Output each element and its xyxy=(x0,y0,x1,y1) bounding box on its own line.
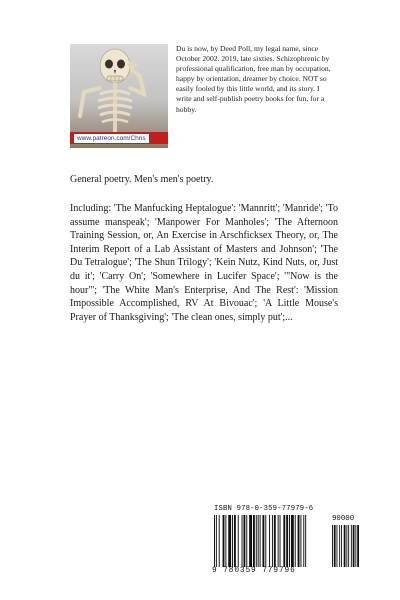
barcode-bar xyxy=(346,525,347,567)
barcode-bar xyxy=(225,515,226,567)
author-photo xyxy=(70,44,168,148)
barcode-bar xyxy=(246,515,247,567)
barcode-bar xyxy=(232,515,233,567)
barcode-bar xyxy=(238,515,239,567)
barcode-bar xyxy=(353,525,355,567)
barcode-bar xyxy=(262,515,264,567)
barcode-bar xyxy=(339,525,340,567)
barcode-bar xyxy=(303,515,304,567)
barcode-bar xyxy=(223,515,225,567)
barcode-bar xyxy=(274,515,276,567)
barcode-bar xyxy=(260,515,261,567)
barcode-bar xyxy=(348,525,349,567)
barcode-bar xyxy=(300,515,301,567)
patreon-banner xyxy=(70,132,168,144)
barcode-bar xyxy=(334,525,336,567)
barcode-bar xyxy=(289,515,290,567)
ean-bars xyxy=(214,515,328,567)
barcode-bar xyxy=(234,515,236,567)
barcode-bar xyxy=(278,515,279,567)
barcode-bar xyxy=(355,525,356,567)
barcode-bar xyxy=(357,525,359,567)
ean-digits: 9 780359 779796 xyxy=(212,567,296,575)
barcode-bar xyxy=(341,525,342,567)
barcode-bar xyxy=(332,525,333,567)
isbn-label: ISBN 978-0-359-77979-6 xyxy=(214,505,314,513)
book-tagline: General poetry. Men's men's poetry. xyxy=(70,174,214,185)
price-code: 90000 xyxy=(332,515,355,523)
patreon-url: www.patreon.com/Chris xyxy=(74,134,149,143)
barcode-bar xyxy=(337,525,338,567)
barcode-bar xyxy=(256,515,257,567)
barcode-bar xyxy=(269,515,270,567)
isbn-barcode xyxy=(210,503,370,579)
barcode-bar xyxy=(298,515,300,567)
author-bio: Du is now, by Deed Poll, my legal name, since October 2002. 2019, late sixties. Schizophrenic by professional qualification, free man by occupation, happy by orientation, dreamer by choice. NOT so easily fooled by this little world, and its story. I write and self-publish poetry books for fun, for a hobby. xyxy=(176,44,331,114)
barcode-bar xyxy=(258,515,259,567)
barcode-bar xyxy=(214,515,215,567)
barcode-bar xyxy=(283,515,285,567)
barcode-bar xyxy=(272,515,273,567)
barcode-bar xyxy=(242,515,243,567)
barcode-bar xyxy=(295,515,296,567)
contents-list: Including: 'The Manfucking Heptalogue': 'Mannritt'; 'Manride'; 'To assume manspeak'; 'Manpower For Manholes'; 'The Afternoon Training Session, or, An Exercise in Arschficksex Theory, or, The Interim Report of a Lab Assistant of Masters and Johnson'; 'The Du Tetralogue'; 'The Shun Trilogy'; 'Kein Nutz, Kind Nuts, or, Just du it'; 'Carry On'; 'Somewhere in Lucifer Space'; '"Now is the hour"'; 'The White Man's Enterprise, And The Rest': 'Mission Impossible Accomplished, RV At Bivouac'; 'A Little Mouse's Prayer of Thanksgiving'; 'The clean ones, simply put';... xyxy=(70,203,338,323)
barcode-bar xyxy=(219,515,220,567)
addon-bars xyxy=(332,525,366,567)
barcode-bar xyxy=(216,515,217,567)
barcode-bar xyxy=(265,515,266,567)
barcode-bar xyxy=(243,515,245,567)
barcode-bar xyxy=(228,515,231,567)
barcode-bar xyxy=(280,515,281,567)
barcode-bar xyxy=(291,515,294,567)
barcode-bar xyxy=(253,515,255,567)
barcode-bar xyxy=(286,515,288,567)
barcode-bar xyxy=(305,515,306,567)
barcode-bar xyxy=(351,525,352,567)
barcode-bar xyxy=(344,525,346,567)
barcode-bar xyxy=(249,515,252,567)
